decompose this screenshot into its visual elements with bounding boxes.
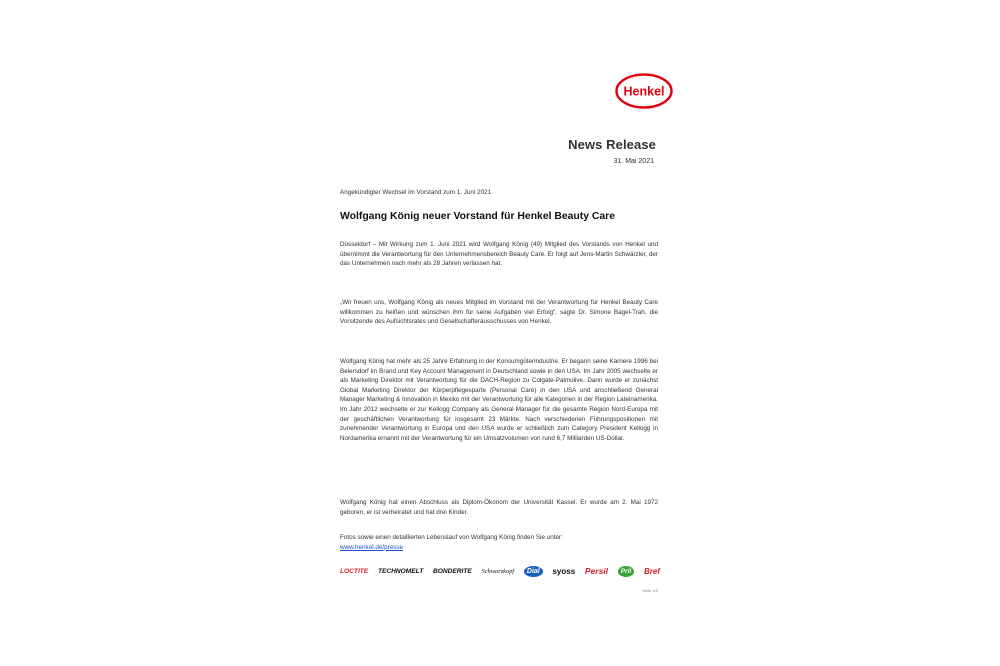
- brand-bonderite: BONDERITE: [432, 567, 472, 575]
- paragraph-photos: [340, 533, 658, 552]
- svg-text:Henkel: Henkel: [623, 84, 665, 99]
- brand-loctite: LOCTITE: [340, 567, 369, 575]
- photos-text: Fotos sowie einen detaillierten Lebenslauf von Wolfgang König finden Sie unter:: [340, 534, 563, 541]
- paragraph-2: „Wir freuen uns, Wolfgang König als neues Mitglied im Vorstand mit der Verantwortung für Henkel Beauty Care willkommen zu heißen und wünschen ihm für seine Aufgaben viel Erfolg“, sagte Dr. Simone Bagel-Trah, die Vorsitzende des Aufsichtsrates und Gesellschafterausschusses von Henkel.: [340, 299, 658, 326]
- brand-logo-strip: [340, 562, 660, 580]
- brand-syoss: syoss: [552, 566, 576, 576]
- release-date: 31. Mai 2021: [613, 158, 654, 165]
- page-number: Seite 1/2: [642, 588, 658, 593]
- brand-persil: Persil: [584, 566, 609, 576]
- brand-bref: Bref: [643, 566, 660, 576]
- article-subtitle: Angekündigter Wechsel im Vorstand zum 1. Juni 2021: [340, 189, 492, 196]
- article-headline: Wolfgang König neuer Vorstand für Henkel Beauty Care: [340, 211, 616, 222]
- brand-pril: Pril: [618, 566, 634, 577]
- paragraph-3: Wolfgang König hat mehr als 25 Jahre Erfahrung in der Konsumgüterindustrie. Er begann seine Karriere 1996 bei Beiersdorf im Brand und Key Account Management in Deutschland sowie in den USA. Im Jahr 2005 wechselte er als Marketing Direktor mit Verantwortung für die DACH-Region zu Colgate-Palmolive. Dann wurde er zunächst Global Marketing Direktor der Körperpflegesparte (Personal Care) in den USA und anschließend General Manager Marketing & Innovation in Mexiko mit der Verantwortung für alle Kategorien in der Region Lateinamerika. Im Jahr 2012 wechselte er zur Kellogg Company als General Manager für die gesamte Region Nord-Europa mit der geschäftlichen Verantwortung für insgesamt 23 Märkte. Nach verschiedenen Führungspositionen mit zunehmender Verantwortung in Europa und den USA wurde er schließlich zum Category President Kellogg in Nordamerika ernannt mit der Verantwortung für ein Umsatzvolumen von rund 6,7 Milliarden US-Dollar.: [340, 358, 658, 442]
- document-page: [338, 70, 665, 600]
- page-title: News Release: [568, 137, 656, 152]
- brand-dial: Dial: [524, 566, 543, 577]
- paragraph-1: Düsseldorf – Mit Wirkung zum 1. Juni 2021 wird Wolfgang König (49) Mitglied des Vorstands von Henkel und übernimmt die Verantwortung für den Unternehmensbereich Beauty Care. Er folgt auf Jens-Martin Schwärzler, der das Unternehmen nach mehr als 28 Jahren verlassen hat.: [340, 241, 658, 268]
- henkel-logo: [615, 73, 673, 109]
- press-link[interactable]: www.henkel.de/presse: [340, 543, 404, 551]
- paragraph-4: Wolfgang König hat einen Abschluss als Diplom-Ökonom der Universität Kassel. Er wurde am 2. Mai 1972 geboren, er ist verheiratet und hat drei Kinder.: [340, 499, 658, 516]
- brand-schwarzkopf: Schwarzkopf: [481, 567, 515, 575]
- brand-technomelt: TECHNOMELT: [377, 567, 424, 575]
